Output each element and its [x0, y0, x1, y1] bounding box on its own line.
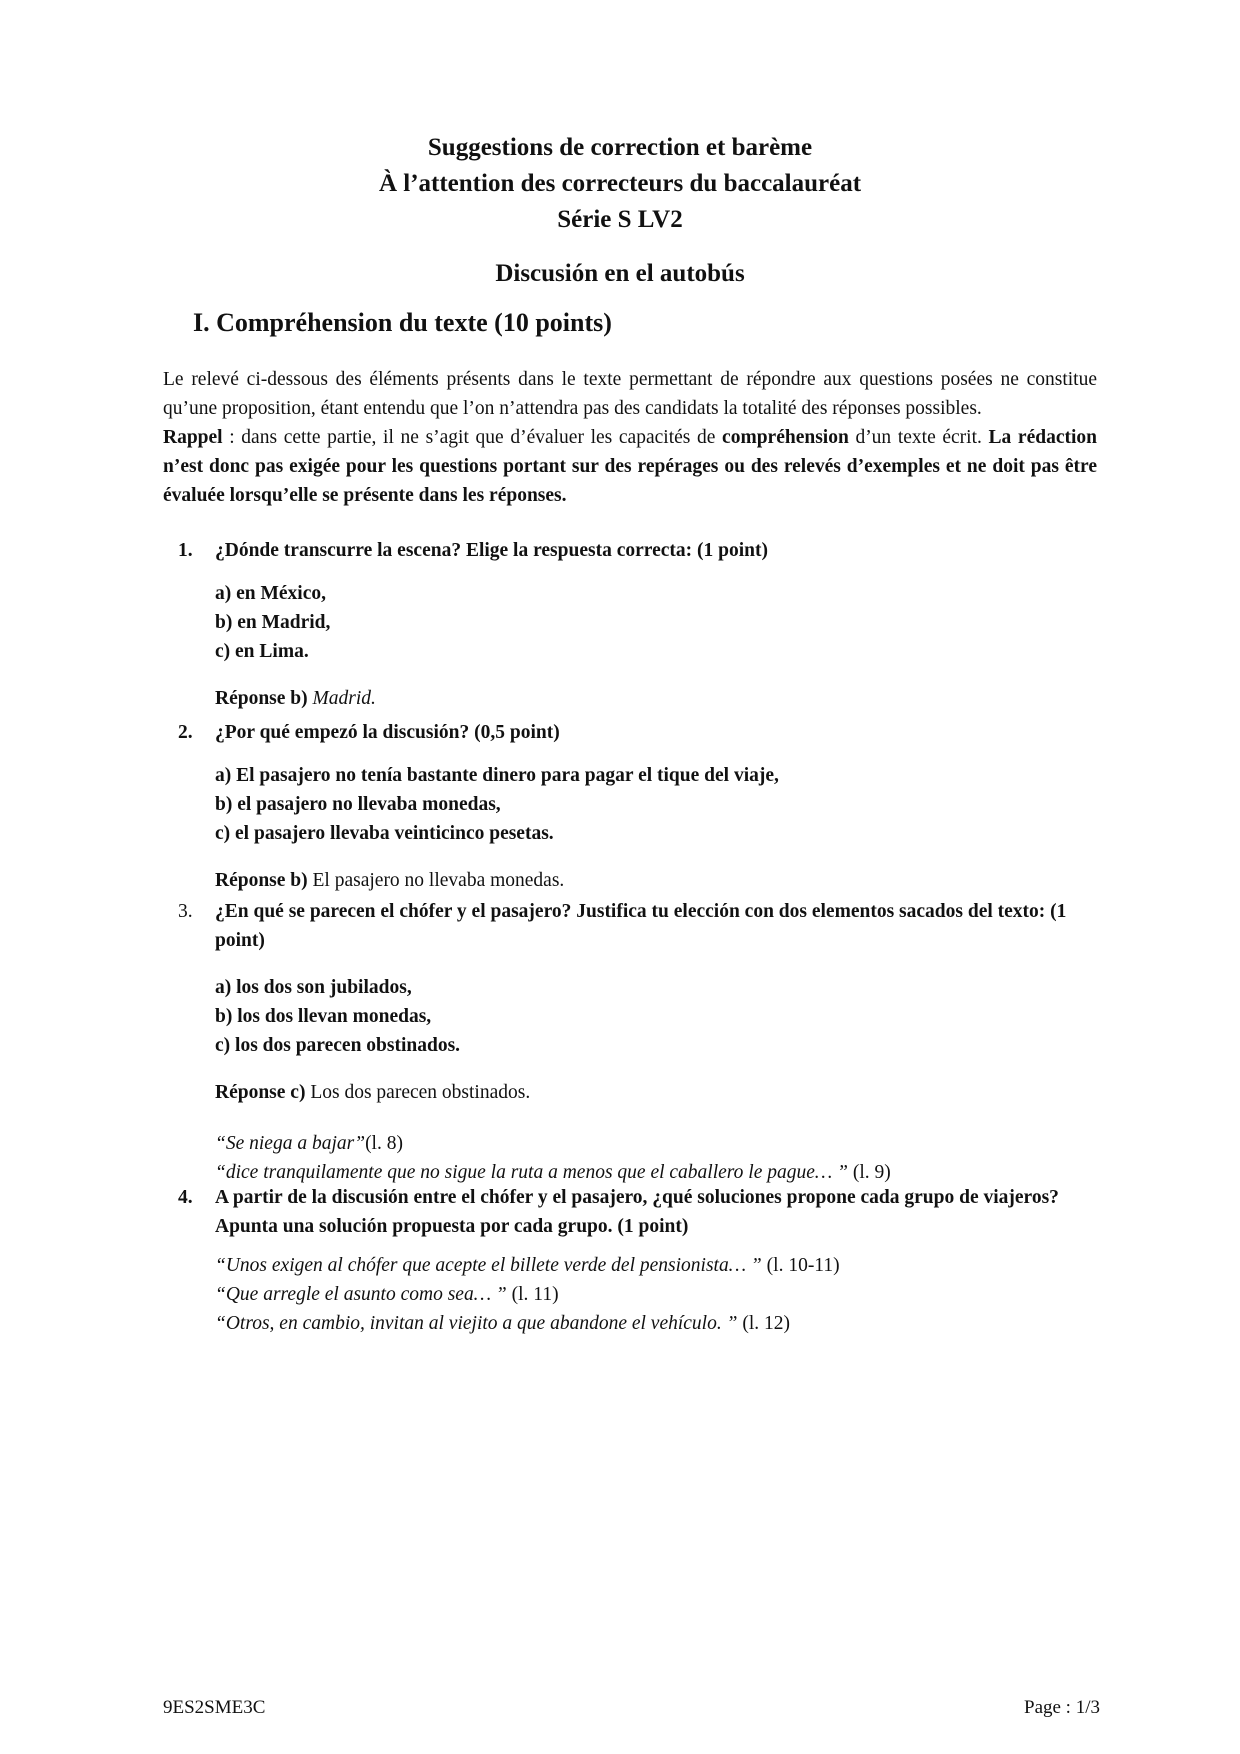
question-1-answer: [215, 684, 1098, 713]
question-1-options: [215, 579, 1098, 666]
quote-text: “dice tranquilamente que no sigue la ruta a menos que el caballero le pague… ”: [215, 1162, 848, 1183]
document-header: [0, 130, 1240, 238]
quote-text: “Que arregle el asunto como sea… ”: [215, 1284, 507, 1305]
question-2-answer: [215, 866, 1098, 895]
rappel-paragraph: [163, 423, 1097, 510]
rappel-text-2: d’un texte écrit.: [848, 427, 989, 448]
rappel-label: Rappel: [163, 427, 223, 448]
header-line-2: À l’attention des correcteurs du baccalauréat: [378, 170, 862, 197]
question-4-number: 4.: [178, 1187, 193, 1208]
question-3-text: ¿En qué se parecen el chófer y el pasajero? Justifica tu elección con dos elementos sacados del texto: (1 point): [215, 901, 1067, 951]
question-3-answer: [215, 1078, 1098, 1107]
question-4-text: A partir de la discusión entre el chófer y el pasajero, ¿qué soluciones propone cada grupo de viajeros? Apunta una solución propuesta por cada grupo. (1 point): [215, 1187, 1059, 1237]
question-1-heading: [178, 536, 1098, 565]
question-3-quote-1: [215, 1129, 1098, 1158]
question-4-quote-2: [215, 1280, 1098, 1309]
quote-ref: (l. 12): [742, 1313, 790, 1334]
intro-block: [163, 365, 1097, 510]
question-2-text: ¿Por qué empezó la discusión? (0,5 point): [215, 722, 560, 743]
question-1-option-a: a) en México,: [215, 583, 327, 604]
section-heading: I. Compréhension du texte (10 points): [193, 308, 612, 337]
question-1: [178, 536, 1098, 713]
question-4-quote-1: [215, 1251, 1098, 1280]
quote-text: “Se niega a bajar”: [215, 1133, 366, 1154]
quote-text: “Unos exigen al chófer que acepte el billete verde del pensionista… ”: [215, 1255, 762, 1276]
question-2: [178, 718, 1098, 895]
question-3-option-c: c) los dos parecen obstinados.: [215, 1035, 461, 1056]
question-3-quotes: [215, 1129, 1098, 1187]
quote-ref: (l. 11): [511, 1284, 559, 1305]
question-2-answer-label: Réponse b): [215, 870, 308, 891]
question-2-option-b: b) el pasajero no llevaba monedas,: [215, 794, 501, 815]
question-3-heading: [178, 897, 1098, 955]
question-3-options: [215, 973, 1098, 1060]
question-2-number: 2.: [178, 722, 193, 743]
header-line-1: Suggestions de correction et barème: [427, 134, 813, 161]
question-1-answer-text: Madrid.: [312, 688, 376, 709]
rappel-text-1: : dans cette partie, il ne s’agit que d’évaluer les capacités de: [222, 427, 723, 448]
question-3-option-a: a) los dos son jubilados,: [215, 977, 412, 998]
question-3-answer-label: Réponse c): [215, 1082, 306, 1103]
rappel-bold-2: La rédaction n’est donc pas exigée pour les questions portant sur des repérages ou des relevés d’exemples et ne doit pas être évaluée lorsqu’elle se présente dans les réponses.: [163, 427, 1097, 506]
question-3-number: 3.: [178, 901, 193, 922]
rappel-bold-1: compréhension: [722, 427, 849, 448]
quote-ref: (l. 10-11): [766, 1255, 840, 1276]
document-code: 9ES2SME3C: [163, 1697, 266, 1718]
header-line-3: Série S LV2: [557, 206, 683, 233]
question-3: [178, 897, 1098, 1187]
question-2-answer-text: El pasajero no llevaba monedas.: [312, 870, 565, 891]
page-number: Page : 1/3: [1024, 1697, 1100, 1718]
question-4-heading: [178, 1183, 1098, 1241]
quote-ref: (l. 8): [365, 1133, 403, 1154]
question-1-number: 1.: [178, 540, 193, 561]
question-3-option-b: b) los dos llevan monedas,: [215, 1006, 432, 1027]
quote-ref: (l. 9): [852, 1162, 891, 1183]
question-4-quote-3: [215, 1309, 1098, 1338]
question-1-answer-label: Réponse b): [215, 688, 308, 709]
document-subtitle: Discusión en el autobús: [495, 260, 745, 287]
question-2-option-c: c) el pasajero llevaba veinticinco pesetas.: [215, 823, 554, 844]
question-4: [178, 1183, 1098, 1338]
question-3-answer-text: Los dos parecen obstinados.: [310, 1082, 531, 1103]
question-2-option-a: a) El pasajero no tenía bastante dinero para pagar el tique del viaje,: [215, 765, 779, 786]
question-1-option-c: c) en Lima.: [215, 641, 309, 662]
question-2-options: [215, 761, 1098, 848]
question-1-option-b: b) en Madrid,: [215, 612, 331, 633]
quote-text: “Otros, en cambio, invitan al viejito a que abandone el vehículo. ”: [215, 1313, 738, 1334]
intro-paragraph: Le relevé ci-dessous des éléments présents dans le texte permettant de répondre aux questions posées ne constitue qu’une proposition, étant entendu que l’on n’attendra pas des candidats la totalité des réponses possibles.: [163, 369, 1097, 419]
question-2-heading: [178, 718, 1098, 747]
question-4-quotes: [215, 1251, 1098, 1338]
question-1-text: ¿Dónde transcurre la escena? Elige la respuesta correcta: (1 point): [215, 540, 768, 561]
